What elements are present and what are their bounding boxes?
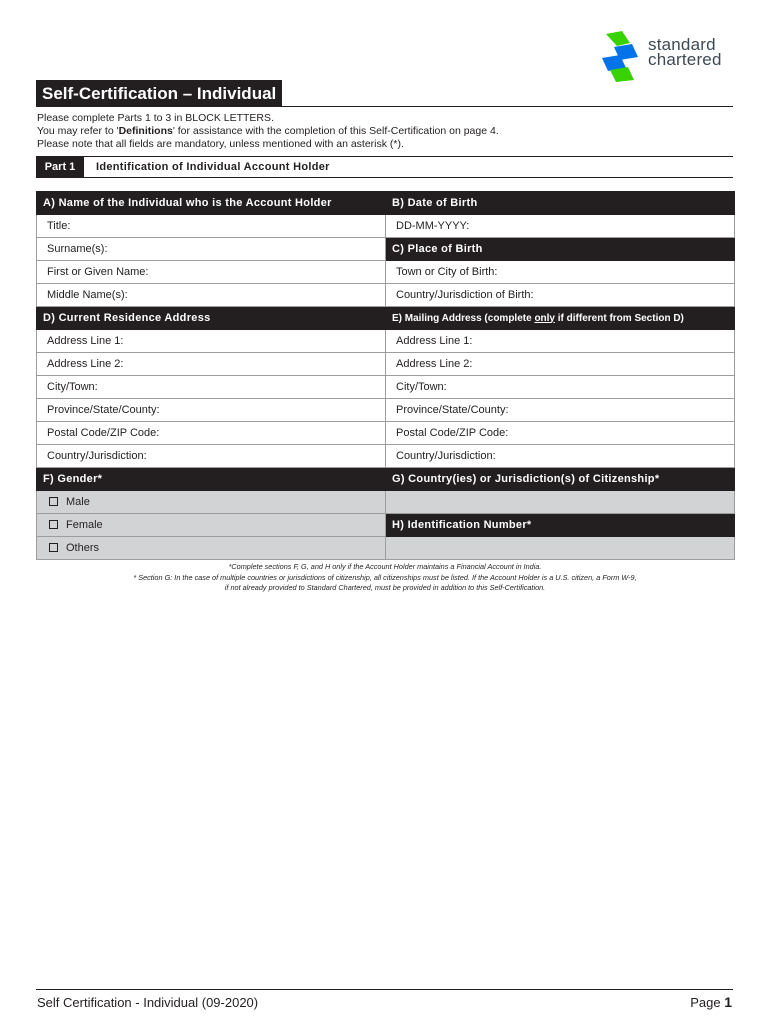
logo-wordmark: [648, 37, 722, 67]
country-of-birth-field[interactable]: Country/Jurisdiction of Birth:: [386, 284, 735, 307]
gender-option-label: Others: [66, 542, 100, 554]
surname-field[interactable]: Surname(s):: [37, 238, 386, 261]
logo-line-2: chartered: [648, 50, 722, 69]
part-title: Identification of Individual Account Holder: [96, 161, 330, 173]
page-number-value: 1: [724, 994, 732, 1010]
part-label: Part 1: [36, 157, 84, 177]
title-divider: [36, 106, 733, 107]
mailing-address-line-2-field[interactable]: Address Line 2:: [386, 353, 735, 376]
residence-postal-code-field[interactable]: Postal Code/ZIP Code:: [37, 422, 386, 445]
title-field[interactable]: Title:: [37, 215, 386, 238]
instructions: [37, 112, 499, 151]
standard-chartered-logo: [600, 30, 740, 82]
section-e-only: only: [534, 312, 555, 324]
section-d-header: D) Current Residence Address: [37, 307, 386, 330]
form-version: Self Certification - Individual (09-2020): [37, 995, 259, 1010]
checkbox-icon[interactable]: [49, 543, 58, 552]
section-g-header: G) Country(ies) or Jurisdiction(s) of Citizenship*: [386, 468, 735, 491]
footnote-3: if not already provided to Standard Chartered, must be provided in addition to this Self-Certification.: [224, 583, 546, 592]
section-e-text: E) Mailing Address (complete: [392, 312, 535, 324]
instruction-line-3: Please note that all fields are mandatory, unless mentioned with an asterisk (*).: [37, 138, 404, 150]
mailing-address-line-1-field[interactable]: Address Line 1:: [386, 330, 735, 353]
section-e-text: if different from Section D): [555, 312, 684, 324]
logo-mark-icon: [600, 30, 640, 82]
mailing-country-field[interactable]: Country/Jurisdiction:: [386, 445, 735, 468]
mailing-province-field[interactable]: Province/State/County:: [386, 399, 735, 422]
footnote-1: *Complete sections F, G, and H only if the Account Holder maintains a Financial Account in India.: [228, 562, 542, 571]
gender-option-male[interactable]: [37, 491, 386, 514]
residence-address-line-1-field[interactable]: Address Line 1:: [37, 330, 386, 353]
date-of-birth-field[interactable]: DD-MM-YYYY:: [386, 215, 735, 238]
footer-divider: [36, 989, 733, 990]
instruction-text: ' for assistance with the completion of this Self-Certification on page 4.: [172, 125, 499, 137]
part-1-header: [36, 156, 733, 178]
town-of-birth-field[interactable]: Town or City of Birth:: [386, 261, 735, 284]
section-b-header: B) Date of Birth: [386, 192, 735, 215]
instruction-text: You may refer to ': [37, 125, 119, 137]
page-title: Self-Certification – Individual: [36, 80, 282, 107]
gender-option-label: Male: [66, 496, 90, 508]
section-f-header: F) Gender*: [37, 468, 386, 491]
first-name-field[interactable]: First or Given Name:: [37, 261, 386, 284]
residence-country-field[interactable]: Country/Jurisdiction:: [37, 445, 386, 468]
footnotes: [36, 562, 734, 594]
gender-option-female[interactable]: [37, 514, 386, 537]
identification-form: [36, 191, 735, 560]
section-a-header: A) Name of the Individual who is the Account Holder: [37, 192, 386, 215]
residence-address-line-2-field[interactable]: Address Line 2:: [37, 353, 386, 376]
middle-name-field[interactable]: Middle Name(s):: [37, 284, 386, 307]
residence-city-field[interactable]: City/Town:: [37, 376, 386, 399]
page-number: [690, 994, 732, 1010]
residence-province-field[interactable]: Province/State/County:: [37, 399, 386, 422]
checkbox-icon[interactable]: [49, 520, 58, 529]
mailing-city-field[interactable]: City/Town:: [386, 376, 735, 399]
instruction-line-1: Please complete Parts 1 to 3 in BLOCK LETTERS.: [37, 112, 274, 124]
identification-number-field[interactable]: [386, 537, 735, 560]
instruction-line-2: [37, 125, 499, 138]
section-c-header: C) Place of Birth: [386, 238, 735, 261]
definitions-reference: Definitions: [118, 125, 173, 137]
footnote-2: * Section G: In the case of multiple countries or jurisdictions of citizenship, all citizenships must be listed. If the Account Holder is a U.S. citizen, a Form W-9,: [133, 572, 637, 582]
page-label: Page: [690, 995, 721, 1010]
logo-line-1: standard: [648, 35, 716, 54]
checkbox-icon[interactable]: [49, 497, 58, 506]
section-h-header: H) Identification Number*: [386, 514, 735, 537]
section-e-header: [386, 307, 735, 330]
mailing-postal-code-field[interactable]: Postal Code/ZIP Code:: [386, 422, 735, 445]
citizenship-field[interactable]: [386, 491, 735, 514]
gender-option-label: Female: [66, 519, 103, 531]
gender-option-others[interactable]: [37, 537, 386, 560]
